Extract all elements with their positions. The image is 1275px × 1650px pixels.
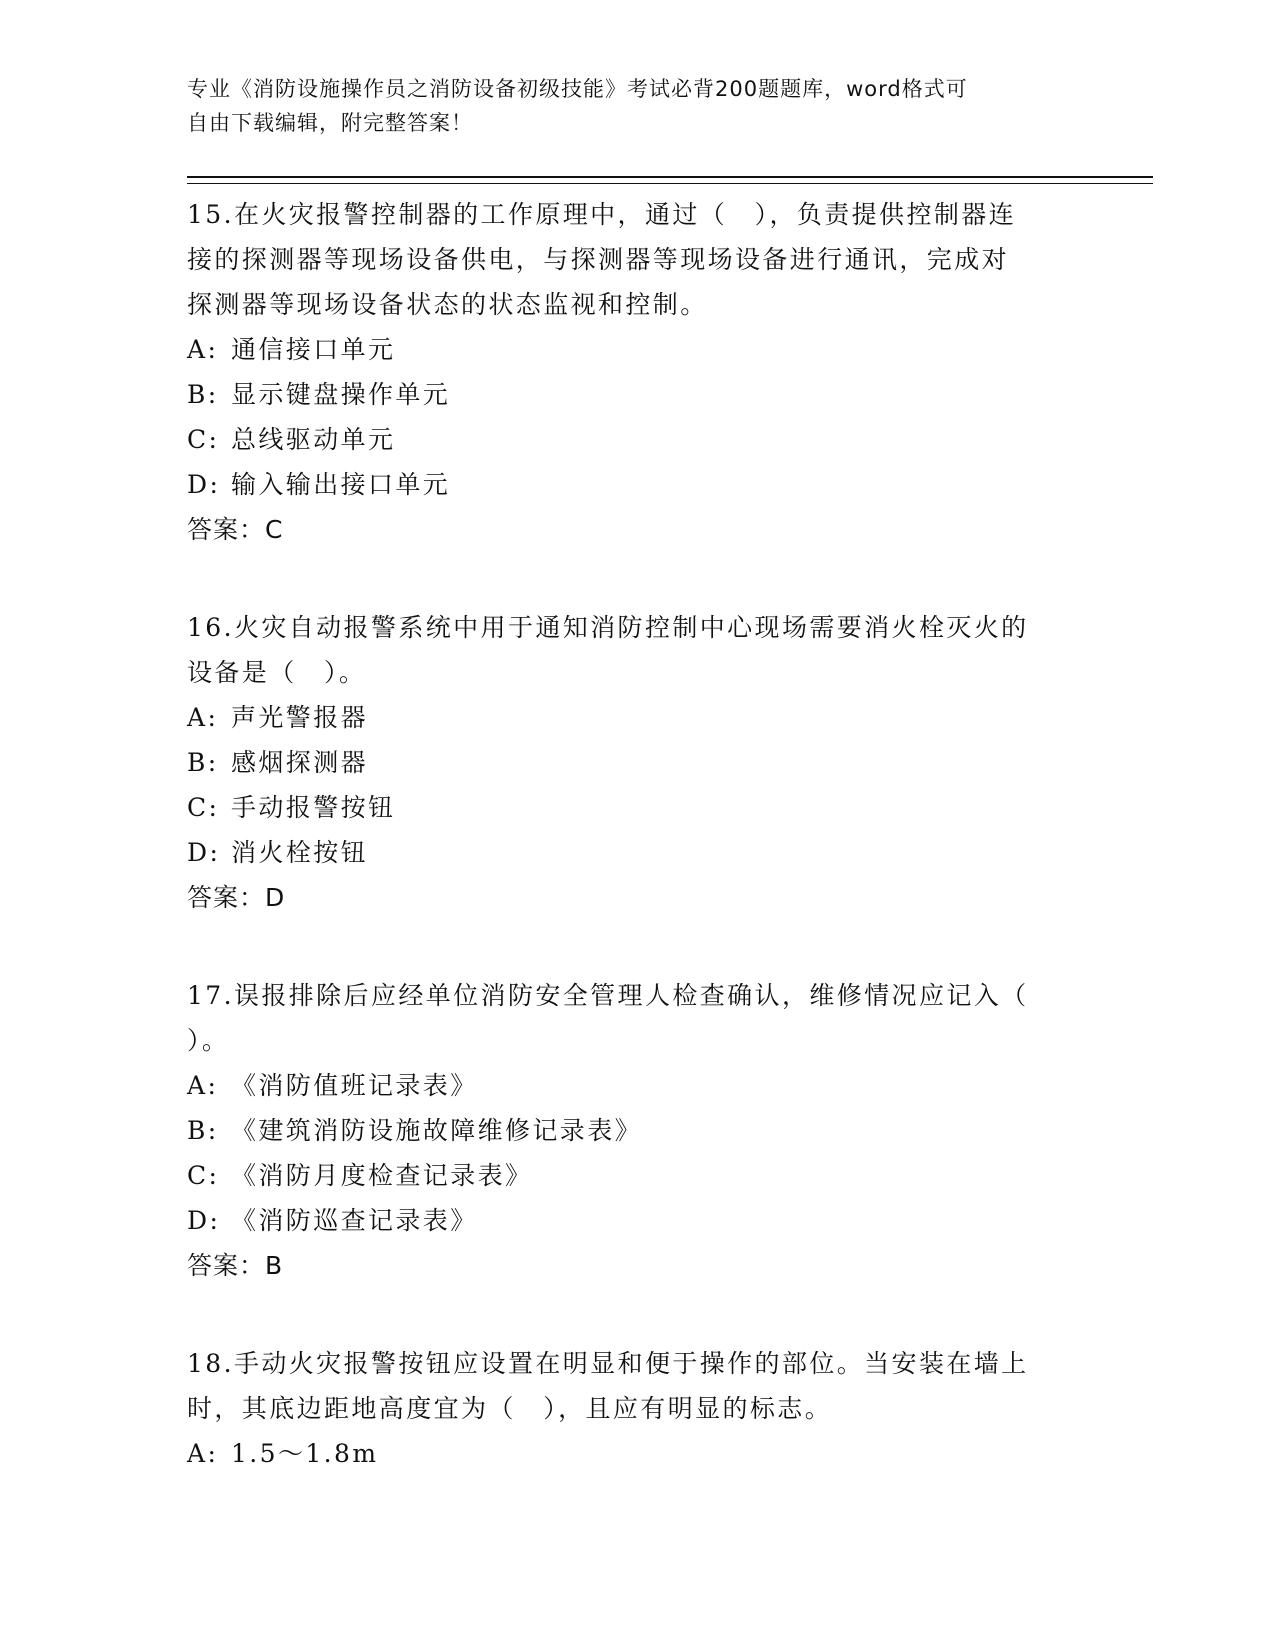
answer-line: 答案：C (187, 515, 284, 544)
stem-line: 时，其底边距地高度宜为（ ），且应有明显的标志。 (187, 1394, 833, 1423)
option-text: 通信接口单元 (231, 335, 396, 364)
option-d (187, 1198, 1087, 1243)
stem-line: 18.手动火灾报警按钮应设置在明显和便于操作的部位。当安装在墙上 (187, 1349, 1029, 1378)
option-letter: A: (187, 703, 219, 732)
question-17 (187, 973, 1087, 1288)
option-c (187, 785, 1087, 830)
stem-line: 设备是（ ）。 (187, 658, 367, 687)
option-c (187, 1153, 1087, 1198)
question-16 (187, 605, 1087, 920)
option-text: 感烟探测器 (231, 748, 369, 777)
stem-line: 17.误报排除后应经单位消防安全管理人检查确认，维修情况应记入（ (187, 981, 1029, 1010)
option-letter: D: (187, 838, 221, 867)
option-a (187, 1063, 1087, 1108)
option-c (187, 417, 1087, 462)
option-d (187, 830, 1087, 875)
header-line-2: 自由下载编辑，附完整答案！ (187, 111, 473, 135)
question-stem (187, 192, 1087, 327)
option-letter: D: (187, 470, 221, 499)
answer-line: 答案：D (187, 883, 286, 912)
question-stem (187, 973, 1087, 1063)
option-d (187, 462, 1087, 507)
stem-line: 探测器等现场设备状态的状态监视和控制。 (187, 290, 708, 319)
answer-line: 答案：B (187, 1251, 284, 1280)
option-text: 《建筑消防设施故障维修记录表》 (231, 1116, 643, 1145)
header-line-1: 专业《消防设施操作员之消防设备初级技能》考试必背200题题库，word格式可 (187, 77, 968, 101)
stem-line: 接的探测器等现场设备供电，与探测器等现场设备进行通讯，完成对 (187, 245, 1010, 274)
question-18 (187, 1341, 1087, 1476)
question-stem (187, 1341, 1087, 1431)
stem-line: ）。 (187, 1026, 230, 1055)
option-text: 总线驱动单元 (231, 425, 396, 454)
header-divider-thick (187, 176, 1153, 178)
stem-line: 16.火灾自动报警系统中用于通知消防控制中心现场需要消火栓灭火的 (187, 613, 1029, 642)
option-letter: A: (187, 335, 219, 364)
option-b (187, 1108, 1087, 1153)
question-list (187, 192, 1087, 1529)
option-letter: B: (187, 1116, 219, 1145)
option-text: 手动报警按钮 (231, 793, 396, 822)
option-letter: B: (187, 380, 219, 409)
header-divider-thin (187, 183, 1153, 184)
option-text: 《消防值班记录表》 (231, 1071, 478, 1100)
question-stem (187, 605, 1087, 695)
option-letter: C: (187, 1161, 220, 1190)
stem-line: 15.在火灾报警控制器的工作原理中，通过（ ），负责提供控制器连 (187, 200, 1017, 229)
option-letter: B: (187, 748, 219, 777)
option-a (187, 1431, 1087, 1476)
question-15 (187, 192, 1087, 552)
option-text: 显示键盘操作单元 (231, 380, 451, 409)
option-text: 《消防巡查记录表》 (231, 1206, 478, 1235)
option-b (187, 740, 1087, 785)
option-text: 《消防月度检查记录表》 (231, 1161, 533, 1190)
option-letter: C: (187, 793, 220, 822)
option-text: 消火栓按钮 (231, 838, 369, 867)
option-letter: D: (187, 1206, 221, 1235)
option-letter: C: (187, 425, 220, 454)
document-header (187, 72, 1067, 140)
option-b (187, 372, 1087, 417)
option-a (187, 327, 1087, 372)
option-text: 声光警报器 (231, 703, 369, 732)
option-text: 1.5～1.8m (231, 1439, 379, 1468)
option-letter: A: (187, 1071, 219, 1100)
option-text: 输入输出接口单元 (231, 470, 451, 499)
option-a (187, 695, 1087, 740)
option-letter: A: (187, 1439, 219, 1468)
